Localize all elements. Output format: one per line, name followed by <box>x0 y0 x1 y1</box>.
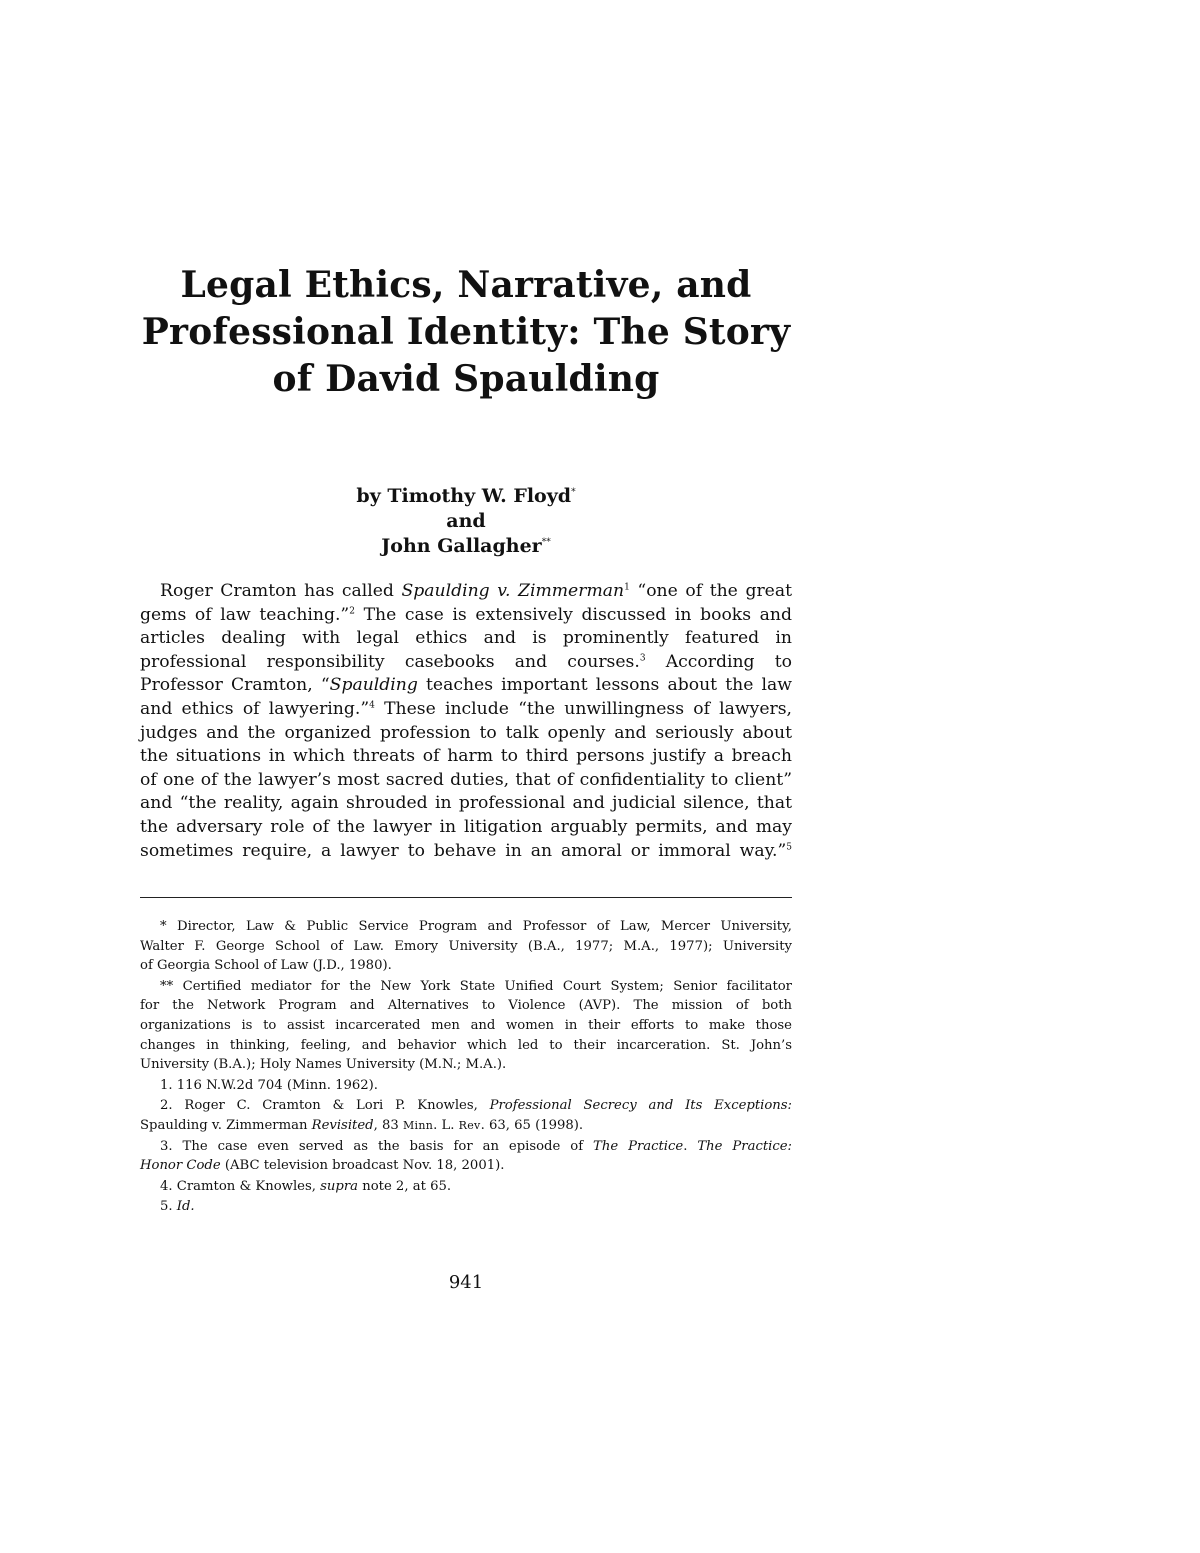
body-line: judges and the organized profession to talk openly and seriously about <box>140 722 792 743</box>
footnote-ref[interactable]: 5 <box>786 841 792 852</box>
footnote-line: 1. 116 N.W.2d 704 (Minn. 1962). <box>160 1077 378 1093</box>
footnote-line: ** Certified mediator for the New York State Unified Court System; Senior facilitator <box>160 978 792 994</box>
footnote-mark[interactable]: * <box>571 487 576 498</box>
footnote-3 <box>140 1137 792 1176</box>
author-floyd: by Timothy W. Floyd <box>356 485 572 507</box>
body-line: articles dealing with legal ethics and is prominently featured in <box>140 628 792 649</box>
case-name: Spaulding v. Zimmerman <box>401 581 625 601</box>
footnote-line: University (B.A.); Holy Names University (M.N.; M.A.). <box>140 1057 507 1073</box>
footnote-ref[interactable]: 3 <box>639 653 646 664</box>
footnote-line: of Georgia School of Law (J.D., 1980). <box>140 958 392 974</box>
footnote-ref[interactable]: 2 <box>349 605 355 616</box>
body-line: the situations in which threats of harm to third persons justify a breach <box>140 746 792 767</box>
body-paragraph <box>140 580 792 863</box>
footnote-line: * Director, Law & Public Service Program and Professor of Law, Mercer University, <box>160 919 792 934</box>
footnote-line: changes in thinking, feeling, and behavior which led to their incarceration. St. John’s <box>140 1037 792 1053</box>
article-title <box>140 262 792 403</box>
footnote-line: 2. Roger C. Cramton & Lori P. Knowles, Professional Secrecy and Its Exceptions: <box>160 1098 792 1114</box>
case-name: Spaulding <box>329 675 418 696</box>
body-line: professional responsibility casebooks and courses.$^3$ According to <box>140 651 792 672</box>
body-line: and “the reality, again shrouded in professional and judicial silence, that <box>140 793 792 814</box>
title-line: of David Spaulding <box>272 358 660 400</box>
footnote-4 <box>140 1177 792 1197</box>
footnote-double-star <box>140 977 792 1075</box>
body-line: Professor Cramton, “Spaulding teaches important lessons about the law <box>140 675 793 696</box>
author-gallagher: John Gallagher <box>381 535 542 557</box>
author-block <box>140 484 792 559</box>
footnote-line: organizations is to assist incarcerated men and women in their efforts to make those <box>140 1017 792 1033</box>
body-line: gems of law teaching.”$^2$ The case is extensively discussed in books and <box>140 604 793 625</box>
footnote-ref[interactable]: 1 <box>624 582 630 593</box>
author-line-1 <box>140 484 792 509</box>
footnote-line: for the Network Program and Alternatives to Violence (AVP). The mission of both <box>140 998 792 1014</box>
footnotes-section <box>140 917 792 1218</box>
footnote-line: Honor Code (ABC television broadcast Nov. 18, 2001). <box>140 1158 505 1174</box>
footnote-mark[interactable]: ** <box>541 537 551 548</box>
footnote-ref[interactable]: 4 <box>369 700 375 711</box>
footnote-star <box>140 917 792 976</box>
body-line: and ethics of lawyering.”$^4$ These include “the unwillingness of lawyers, <box>140 698 793 719</box>
author-conjunction: and <box>446 510 486 532</box>
body-line: the adversary role of the lawyer in litigation arguably permits, and may <box>140 816 792 837</box>
footnote-line: Walter F. George School of Law. Emory University (B.A., 1977; M.A., 1977); University <box>140 938 792 954</box>
body-line: sometimes require, a lawyer to behave in an amoral or immoral way.”$^5$ <box>140 840 792 861</box>
page-number: 941 <box>448 1272 484 1293</box>
body-line: Roger Cramton has called Spaulding v. Zimmerman$^1$ “one of the great <box>160 581 792 601</box>
footnote-1 <box>140 1076 792 1096</box>
footnote-2 <box>140 1096 792 1135</box>
body-line: of one of the lawyer’s most sacred duties, that of confidentiality to client” <box>140 769 792 790</box>
title-line: Legal Ethics, Narrative, and <box>180 264 752 306</box>
footnote-line: 4. Cramton & Knowles, supra note 2, at 65. <box>160 1178 452 1194</box>
footnote-line: Spaulding v. Zimmerman Revisited, 83 Minn. L. Rev. 63, 65 (1998). <box>140 1117 584 1133</box>
footnote-line: 3. The case even served as the basis for an episode of The Practice. The Practice: <box>160 1138 792 1154</box>
footnote-5 <box>140 1197 792 1217</box>
footnote-line: 5. Id. <box>160 1199 195 1215</box>
title-line: Professional Identity: The Story <box>141 311 791 353</box>
author-line-3 <box>140 534 792 559</box>
footnote-divider <box>140 897 792 898</box>
